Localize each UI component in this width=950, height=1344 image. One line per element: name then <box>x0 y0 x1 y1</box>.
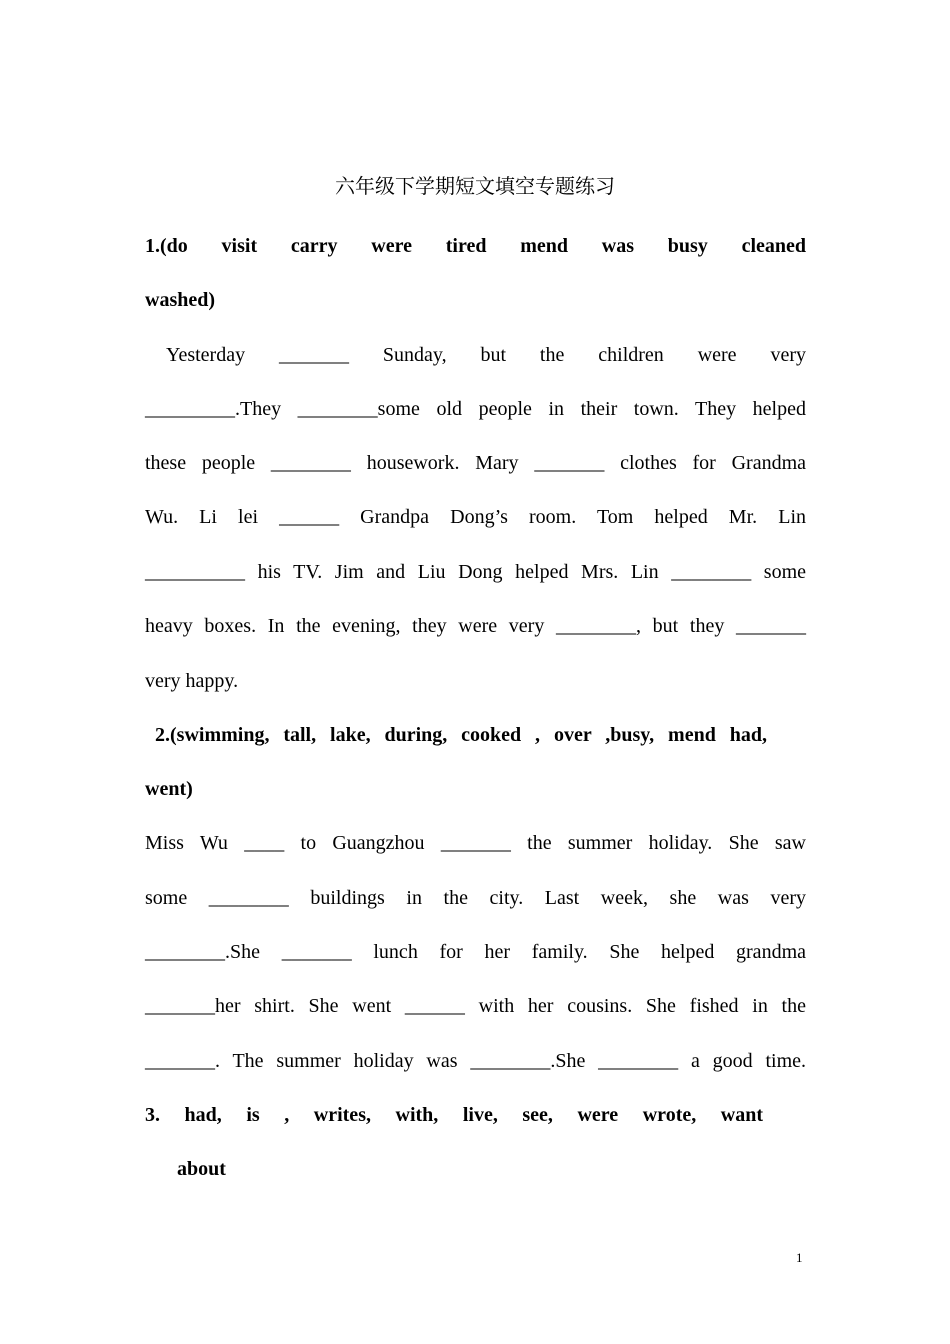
section-1-passage-line-5: __________ his TV. Jim and Liu Dong helped Mrs. Lin ________ some <box>145 561 806 583</box>
section-2-passage-line-2: some ________ buildings in the city. Last week, she was very <box>145 887 806 909</box>
section-1-word-bank-line-1: 1.(do visit carry were tired mend was busy cleaned <box>145 235 806 257</box>
section-1-passage-line-4: Wu. Li lei ______ Grandpa Dong’s room. Tom helped Mr. Lin <box>145 506 806 528</box>
section-2-passage-line-4: _______her shirt. She went ______ with her cousins. She fished in the <box>145 995 806 1017</box>
section-2-passage-line-3: ________.She _______ lunch for her family. She helped grandma <box>145 941 806 963</box>
section-1-passage-line-2: _________.They ________some old people in their town. They helped <box>145 398 806 420</box>
section-1-passage-line-1: Yesterday _______ Sunday, but the children were very <box>166 344 806 366</box>
section-3-word-bank-line-1: 3. had, is , writes, with, live, see, were wrote, want <box>145 1104 763 1126</box>
page-number: 1 <box>796 1250 803 1265</box>
section-2-passage-line-5: _______. The summer holiday was ________.She ________ a good time. <box>145 1050 806 1072</box>
section-1-passage-line-7: very happy. <box>145 670 239 692</box>
section-1-passage-line-6: heavy boxes. In the evening, they were very ________, but they _______ <box>145 615 806 637</box>
section-2-passage-line-1: Miss Wu ____ to Guangzhou _______ the summer holiday. She saw <box>145 832 806 854</box>
section-2-word-bank-line-1: 2.(swimming, tall, lake, during, cooked , over ,busy, mend had, <box>155 724 767 746</box>
section-1-passage-line-3: these people ________ housework. Mary _______ clothes for Grandma <box>145 452 806 474</box>
section-3-word-bank-line-2: about <box>177 1158 226 1180</box>
section-1-word-bank-line-2: washed) <box>145 289 216 311</box>
page-title: 六年级下学期短文填空专题练习 <box>335 174 615 198</box>
section-2-word-bank-line-2: went) <box>145 778 193 800</box>
